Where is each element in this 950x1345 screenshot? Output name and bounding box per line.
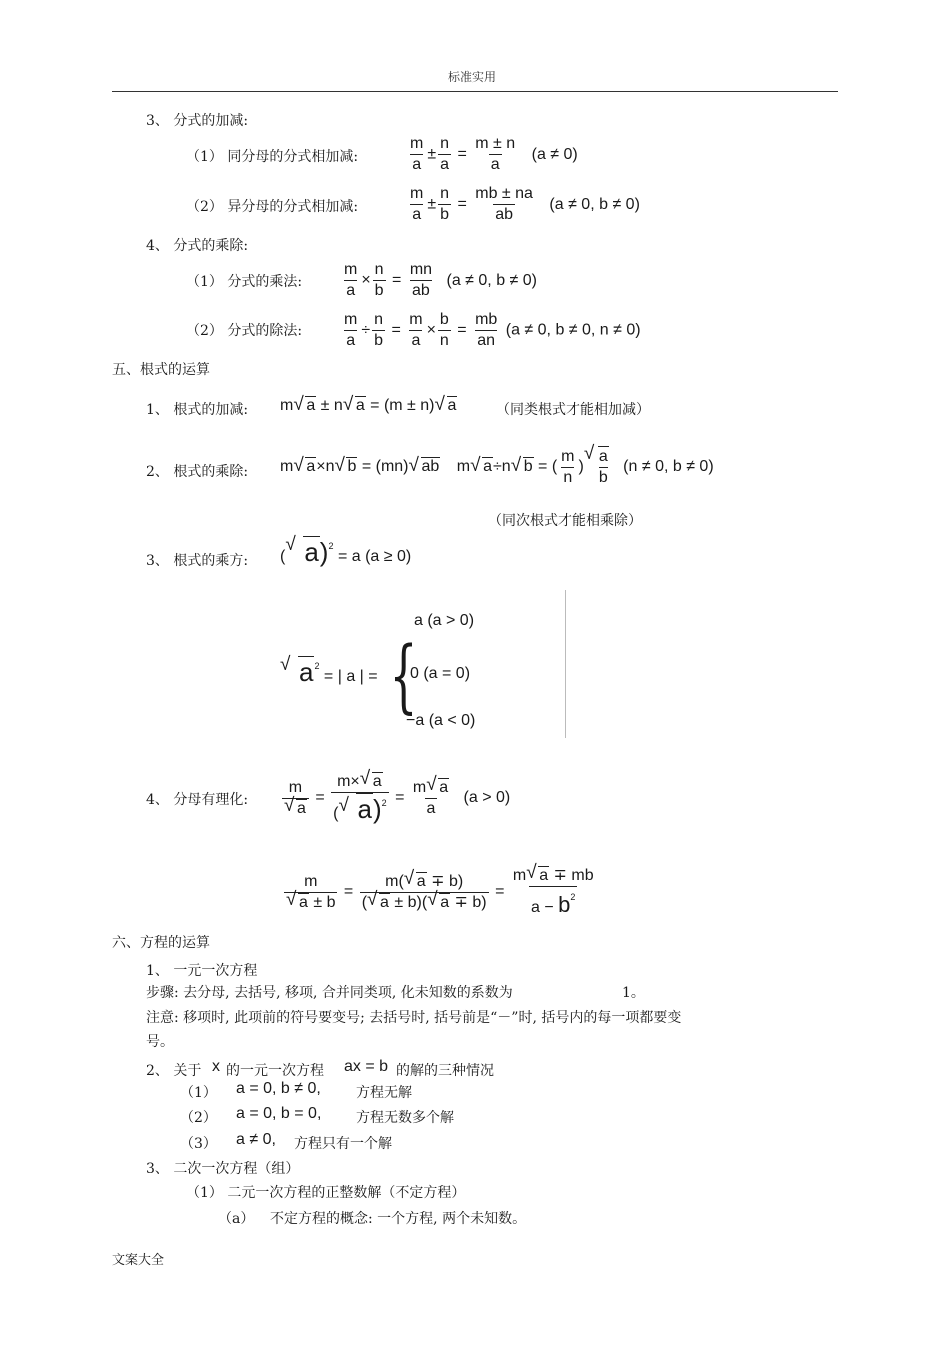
steps-text: 步骤: 去分母, 去括号, 移项, 合并同类项, 化未知数的系数为 xyxy=(146,985,513,1001)
note-line2: 号。 xyxy=(146,1034,174,1050)
abs-value-formula: √ $a^2$ = | a | = xyxy=(280,657,378,688)
rationalize-formula1: m √ a = $\frac{m\times√ a}{(√ a)^2}$ = $\frac{m√ a}{a}$ (a > 0) xyxy=(280,772,510,824)
s4-cond2: (a ≠ 0, b ≠ 0, n ≠ 0) xyxy=(505,321,641,339)
page-footer: 文案大全 xyxy=(112,1253,165,1268)
note-line1: 注意: 移项时, 此项前的符号要变号; 去括号时, 括号前是“－”时, 括号内的每一项都要变 xyxy=(146,1010,682,1026)
case2-label: （2） xyxy=(180,1110,217,1126)
s3-item1-label: （1） 同分母的分式相加减: xyxy=(186,149,359,165)
case2-math: a = 0, b = 0, xyxy=(236,1105,322,1122)
root-pow-cond: = a (a ≥ 0) xyxy=(337,548,412,565)
s4-formula2: $\frac{m}{a}$ ÷ $\frac{n}{b}$ = $\frac{m}{a}$ × $\frac{b}{n}$ = $\frac{mb}{an}$ (a ≠ 0, b ≠ 0, n ≠ 0) xyxy=(344,311,641,349)
e3-a-label: （a） xyxy=(218,1211,255,1227)
case-positive: a (a > 0) xyxy=(414,612,475,629)
s4-formula1: $\frac{m}{a}$ × $\frac{n}{b}$ = $\frac{mn}{ab}$ (a ≠ 0, b ≠ 0) xyxy=(344,261,537,299)
case-zero: 0 (a = 0) xyxy=(410,665,471,682)
rationalize-label: 4、 分母有理化: xyxy=(146,792,249,808)
root-pow-label: 3、 根式的乘方: xyxy=(146,553,249,569)
s3-cond1: (a ≠ 0) xyxy=(531,145,578,163)
s3-item2-label: （2） 异分母的分式相加减: xyxy=(186,199,359,215)
e2-title-b: 的一元一次方程 xyxy=(226,1063,324,1079)
case1-label: （1） xyxy=(180,1085,217,1101)
s4-cond1: (a ≠ 0, b ≠ 0) xyxy=(446,271,537,289)
e2-title-a: 2、 关于 xyxy=(146,1063,202,1079)
case-negative: −a (a < 0) xyxy=(406,712,476,729)
steps-end: 1。 xyxy=(622,985,645,1001)
e2-equation: ax = b xyxy=(344,1058,389,1075)
case3-math: a ≠ 0, xyxy=(236,1131,276,1148)
e2-x: x xyxy=(212,1058,220,1075)
case1-math: a = 0, b ≠ 0, xyxy=(236,1080,321,1097)
s4-item1-label: （1） 分式的乘法: xyxy=(186,274,303,290)
e3-title: 3、 二次一次方程（组） xyxy=(146,1161,300,1177)
s3-cond2: (a ≠ 0, b ≠ 0) xyxy=(549,195,640,213)
s4-item2-label: （2） 分式的除法: xyxy=(186,323,303,339)
root-add-formula: m√ a ± n√ a = (m ± n)√ a xyxy=(280,397,457,415)
e2-title-c: 的解的三种情况 xyxy=(396,1063,494,1079)
sec6-title: 六、方程的运算 xyxy=(112,935,210,951)
root-add-note: （同类根式才能相加减） xyxy=(496,402,650,418)
case3-label: （3） xyxy=(180,1136,217,1152)
sec5-title: 五、根式的运算 xyxy=(112,362,210,378)
s4-title: 4、 分式的乘除: xyxy=(146,238,249,254)
rationalize-cond: (a > 0) xyxy=(463,789,511,807)
case2-text: 方程无数多个解 xyxy=(356,1110,454,1126)
root-mul-note: （同次根式才能相乘除） xyxy=(488,513,642,529)
root-mul-label: 2、 根式的乘除: xyxy=(146,464,249,480)
page-header: 标准实用 xyxy=(448,70,497,84)
left-brace: { xyxy=(389,629,418,722)
e3-a-text: 不定方程的概念: 一个方程, 两个未知数。 xyxy=(270,1211,527,1227)
root-pow-formula: (√ a)$^2$ = a (a ≥ 0) xyxy=(280,537,411,568)
root-mul-formula: m√ a×n√ b = (mn)√ ab m√ a÷n√ b = ( $\frac{m}{n}$ ) √ $\frac{a}{b}$ (n ≠ 0, b ≠ 0) xyxy=(280,446,714,488)
case1-text: 方程无解 xyxy=(356,1085,412,1101)
rationalize-formula2: m √ a ± b = $\frac{m(√ a \mp b)}{(√ a \pm b)(√ a \mp b)}$ = $\frac{m√ a \mp mb}{a - b^2}$ xyxy=(282,866,598,918)
s3-formula2: $\frac{m}{a}$ ± $\frac{n}{b}$ = $\frac{mb \pm na}{ab}$ (a ≠ 0, b ≠ 0) xyxy=(410,185,640,223)
margin-line xyxy=(565,590,566,738)
s3-title: 3、 分式的加减: xyxy=(146,113,249,129)
header-rule xyxy=(112,91,838,92)
s3-formula1: $\frac{m}{a}$ ± $\frac{n}{a}$ = $\frac{m \pm n}{a}$ (a ≠ 0) xyxy=(410,135,578,173)
linear-eq-title: 1、 一元一次方程 xyxy=(146,963,258,979)
root-add-label: 1、 根式的加减: xyxy=(146,402,249,418)
e3-item1: （1） 二元一次方程的正整数解（不定方程） xyxy=(186,1185,466,1201)
root-mul-cond: (n ≠ 0, b ≠ 0) xyxy=(623,458,714,476)
case3-text: 方程只有一个解 xyxy=(294,1136,392,1152)
